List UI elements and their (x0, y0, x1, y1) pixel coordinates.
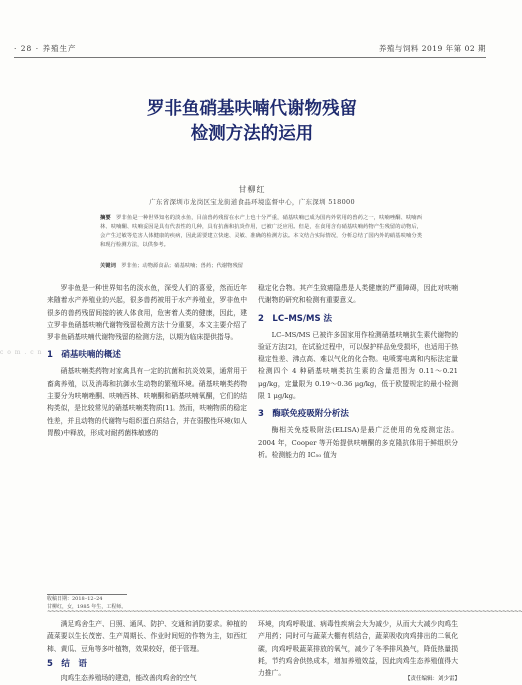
watermark: c o m . c n (0, 349, 43, 356)
keywords-label: 关键词 (100, 263, 116, 269)
wave-divider: ~~~~~~~~~~~~~~~~~~~~~~~~~~~~~~~~~~~~~~~~~~~~~~~~~~~~~~~~~~~~~~~~~~~~~~~~~~~~~~~~~~~~~~~~~~~~~~~~~~~~~~~~~~~~~~~~~~~~~~ (47, 608, 522, 615)
section-1-paragraph: 硝基呋喃类药物对家禽具有一定的抗菌和抗炎效果，通常用于畜禽养殖，以及消毒和抗御水生动物的繁殖环境。硝基呋喃类药物主要分为呋喃唑酮、呋喃西林、呋喃酮和硝基呋喃氧酮，它们的结构类似，是比较常见的硝基呋喃类物质[1]。然而，呋喃物质的稳定性差，并且动物的代谢物与组织蛋白质结合，并在弱酸性环境(如人胃酸)中释放，形成对耐药菌株敏感的 (47, 367, 247, 437)
lower-right-column (258, 618, 458, 679)
lower-left-column (47, 618, 247, 684)
intro-paragraph: 罗非鱼是一种世界知名的淡水鱼，深受人们的喜爱，然而近年来随着水产养殖业的兴起，很多兽药被用于水产养殖业，罗非鱼中很多的兽药残留间接的被人体食用，危害着人类的健康，因此，建立罗非鱼硝基呋喃代谢物残留检测方法十分重要，本文主要介绍了罗非鱼硝基呋喃代谢物残留的检测方法，以期为临床提供指导。 (47, 284, 247, 342)
responsible-editor: 【责任编辑：刘少雷】 (404, 676, 460, 682)
abstract-text: 罗非鱼是一种世界知名的淡水鱼，目前兽药残留在水产上也十分严重，硝基呋喃已成为国内外常用的兽药之一，呋喃唑酮、呋喃西林、呋喃酮、呋喃妥因是具有代表性的几种，具有抗菌和抗炎作用，已被广泛应用。但是，在食用含有硝基呋喃药物产生残留的动物后，会产生过敏等危害人体健康的疾病，因此需要建立快速、灵敏、准确的检测方法。本文结合实际情况，分析总结了国内外的硝基呋喃分类和现行检测方法，以供参考。 (100, 215, 422, 248)
abstract-block (100, 214, 422, 250)
author-bio: 甘柳红，女，1985 年生，工程师。 (47, 603, 127, 610)
received-date: 收稿日期：2018–12–24 (47, 596, 103, 602)
section-heading-5: 5 结 语 (47, 658, 87, 669)
right-column (258, 282, 458, 461)
section-heading-1: 1 硝基呋喃的概述 (47, 350, 121, 361)
author-affiliation: 广东省深圳市龙岗区宝龙街道食品环境监督中心，广东深圳 518000 (149, 198, 355, 206)
lower-right-paragraph: 环境，肉鸡呼吸道、病毒性疾病会大为减少，从而大大减少肉鸡生产用药；同时可与蔬菜大棚有机结合，蔬菜吸收肉鸡排出的二氧化碳，肉鸡呼吸蔬菜排放的氧气，减少了冬季排风换气，降低热量损耗，节约鸡舍供热成本，增加养殖效益，因此肉鸡生态养殖值得大力推广。 (258, 620, 458, 678)
article-title-line-2: 检测方法的运用 (190, 124, 314, 144)
footnote-rule (47, 594, 127, 595)
running-header-left: · 28 · 养殖生产 (14, 44, 77, 53)
continuation-paragraph: 稳定化合物。其产生致癌隐患是人类健康的严重障碍，因此对呋喃代谢物的研究和检测有重要意义。 (258, 284, 458, 305)
section-heading-3: 3 酶联免疫吸附分析法 (258, 409, 349, 420)
left-column (47, 282, 247, 439)
section-heading-2: 2 LC–MS/MS 法 (258, 313, 333, 324)
header-rule (14, 57, 486, 58)
keywords-block (100, 261, 422, 269)
section-3-paragraph: 酶相关免疫吸附法(ELISA)是最广泛使用的免疫测定法。2004 年，Cooper 等开始提供呋喃酮的多克隆抗体用于鲜组织分析。检测能力的 IC₅₀ 值为 (258, 426, 458, 459)
section-2-paragraph: LC–MS/MS 已被许多国家用作检测硝基呋喃抗生素代谢物的验证方法[2]，在试验过程中，可以保护样品免受损坏，也适用于热稳定性差、沸点高、难以气化的化合物。电喷雾电离和内标法定量检测四个 4 种硝基呋喃类抗生素的含量范围为 0.11～0.21 μg/kg，定量限为 0.19～0.36 μg/kg，低于欧盟规定的最小检测限 1 μg/kg。 (258, 330, 458, 401)
keywords-text: 罗非鱼；动物源食品；硝基呋喃；兽药；代谢物残留 (121, 263, 244, 269)
lower-left-paragraph: 满足鸡舍生产、日照、通风、防护、交通和消防要求。种植的蔬菜要以生长茂密、生产周期长、作业时间短的作物为主，如西红柿、黄瓜、豆角等多叶植物，效果较好，便于管理。 (47, 620, 247, 653)
running-header-right: 养殖与饲料 2019 年第 02 期 (378, 44, 486, 53)
conclusion-paragraph: 肉鸡生态养殖场的建造，能改善肉鸡舍的空气 (60, 673, 197, 682)
author-name: 甘柳红 (238, 185, 266, 194)
abstract-label: 摘要 (100, 215, 111, 221)
article-title-line-1: 罗非鱼硝基呋喃代谢物残留 (147, 99, 357, 119)
